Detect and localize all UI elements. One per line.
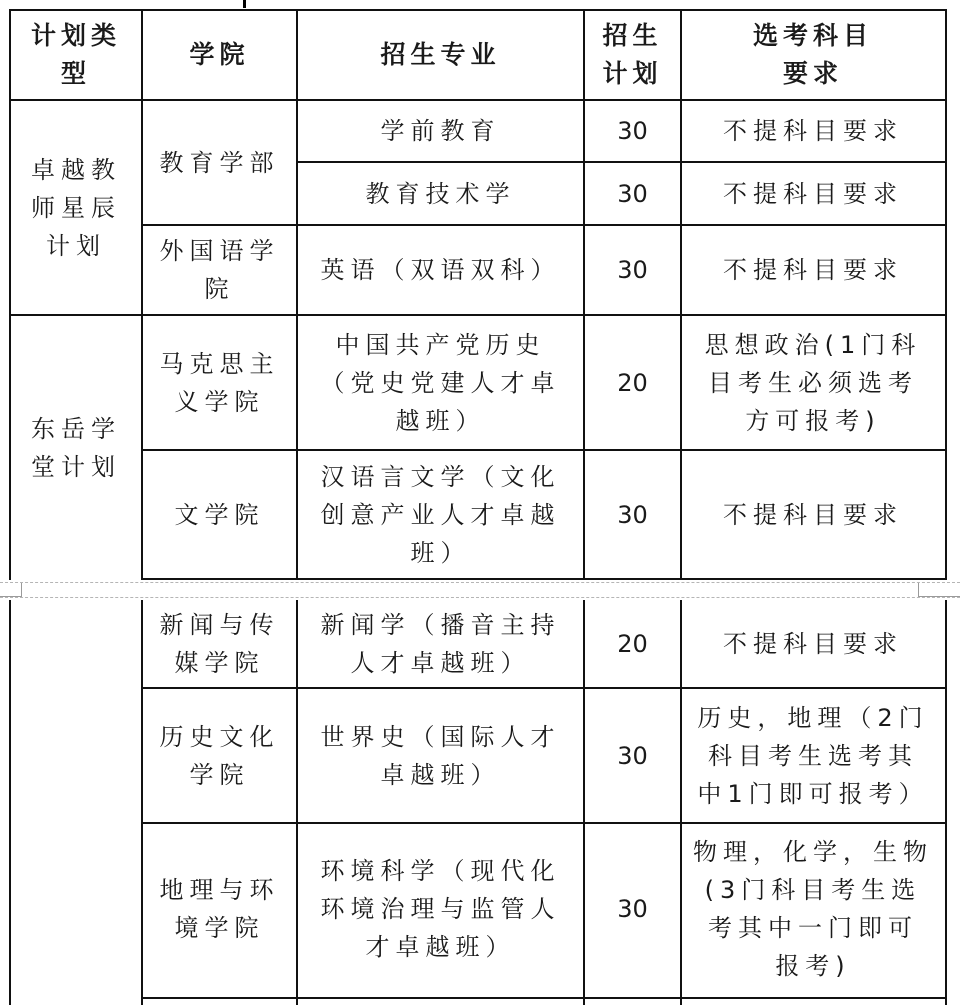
plan-type-line: 东岳学	[31, 414, 121, 443]
grid-line	[10, 9, 946, 11]
major-line: （党史党建人才卓	[320, 368, 561, 397]
college-line: 历史文化	[159, 722, 280, 751]
req-cell	[681, 688, 945, 823]
req-line: 报考)	[775, 952, 851, 980]
college-line: 媒学院	[174, 649, 265, 677]
header-plan-type-line: 型	[60, 59, 91, 88]
quota-value: 30	[617, 501, 648, 529]
grid-line	[297, 161, 946, 163]
grid-line	[9, 9, 11, 580]
page-corner-mark	[0, 583, 22, 597]
college-line: 学院	[189, 760, 250, 789]
plan-type-line: 卓越教	[31, 155, 121, 184]
req-line: 物理，化学，生物	[693, 838, 933, 866]
header-major	[297, 10, 584, 100]
quota-value: 20	[617, 368, 648, 397]
grid-line	[142, 224, 946, 226]
page-break-line	[0, 597, 960, 598]
college-cell	[142, 100, 297, 225]
grid-line	[10, 99, 946, 101]
college-line: 教育学部	[159, 148, 280, 177]
req-cell	[681, 450, 945, 580]
college-cell	[142, 688, 297, 823]
req-cell	[681, 100, 945, 162]
college-cell	[142, 823, 297, 995]
quota-cell	[584, 225, 681, 315]
req-line: 不提科目要求	[723, 630, 903, 658]
header-quota-line: 招生	[602, 21, 663, 50]
grid-line	[680, 9, 682, 580]
grid-line	[142, 997, 946, 999]
header-subject-req-line: 选考科目	[752, 21, 873, 50]
major-line: 中国共产党历史	[335, 330, 546, 359]
req-cell	[681, 225, 945, 315]
req-line: 中1门即可报考）	[697, 779, 929, 808]
header-quota-line: 计划	[602, 59, 663, 88]
quota-cell	[584, 688, 681, 823]
req-line: 不提科目要求	[723, 501, 903, 529]
quota-value: 30	[617, 179, 648, 208]
req-line: 不提科目要求	[723, 256, 903, 284]
page-break-line	[0, 582, 960, 583]
major-cell	[297, 162, 584, 225]
req-line: 考其中一门即可	[708, 914, 918, 942]
college-line: 新闻与传	[159, 611, 280, 639]
major-line: 人才卓越班）	[350, 649, 531, 677]
college-line: 文学院	[174, 501, 265, 529]
college-line: 义学院	[174, 387, 265, 416]
major-line: 才卓越班）	[365, 933, 516, 961]
req-cell	[681, 315, 945, 450]
grid-line	[142, 687, 946, 689]
college-cell	[142, 315, 297, 450]
major-line: 越班）	[395, 406, 486, 435]
major-line: 学前教育	[380, 117, 501, 145]
major-cell	[297, 450, 584, 580]
header-subject-req	[681, 10, 945, 100]
major-cell	[297, 600, 584, 688]
major-line: 环境治理与监管人	[320, 895, 561, 923]
req-cell	[681, 162, 945, 225]
req-line: 思想政治(1门科	[704, 330, 922, 359]
quota-value: 30	[617, 741, 648, 770]
quota-cell	[584, 100, 681, 162]
grid-line	[142, 449, 946, 451]
grid-line	[142, 822, 946, 824]
grid-line	[141, 9, 143, 580]
grid-line	[141, 600, 143, 1005]
quota-value: 30	[617, 256, 648, 284]
quota-value: 30	[617, 895, 648, 923]
college-line: 马克思主	[159, 349, 280, 378]
major-line: 创意产业人才卓越	[320, 501, 561, 529]
college-cell	[142, 450, 297, 580]
text-cursor	[243, 0, 246, 8]
quota-cell	[584, 315, 681, 450]
college-line: 境学院	[174, 914, 265, 942]
plan-type-cell	[10, 315, 142, 580]
major-line: 环境科学（现代化	[320, 857, 561, 885]
header-plan-type-line: 计划类	[30, 21, 121, 50]
college-cell	[142, 225, 297, 315]
major-cell	[297, 688, 584, 823]
major-line: 世界史（国际人才	[320, 722, 561, 751]
req-line: 历史，地理（2门	[697, 703, 929, 732]
quota-cell	[584, 162, 681, 225]
grid-line	[9, 600, 11, 1005]
req-cell	[681, 600, 945, 688]
grid-line	[583, 600, 585, 1005]
grid-line	[583, 9, 585, 580]
quota-cell	[584, 600, 681, 688]
plan-type-line: 堂计划	[31, 452, 121, 481]
plan-type-line: 计划	[46, 231, 106, 260]
grid-line	[296, 600, 298, 1005]
college-line: 院	[204, 275, 235, 303]
major-line: 卓越班）	[380, 760, 501, 789]
req-line: 不提科目要求	[723, 117, 903, 145]
req-line: (3门科目考生选	[704, 876, 922, 904]
quota-cell	[584, 823, 681, 995]
req-cell	[681, 823, 945, 995]
req-line: 不提科目要求	[723, 179, 903, 208]
college-line: 地理与环	[159, 876, 280, 904]
req-line: 目考生必须选考	[708, 368, 918, 397]
major-cell	[297, 823, 584, 995]
major-cell	[297, 100, 584, 162]
major-cell	[297, 225, 584, 315]
grid-line	[945, 600, 947, 1005]
req-line: 方可报考)	[745, 406, 881, 435]
college-line: 外国语学	[159, 237, 280, 265]
header-major-text: 招生专业	[380, 40, 501, 69]
plan-type-line: 师星辰	[31, 193, 121, 222]
grid-line	[680, 600, 682, 1005]
college-cell	[142, 600, 297, 688]
plan-type-cell	[10, 100, 142, 315]
major-cell	[297, 315, 584, 450]
grid-line	[10, 314, 946, 316]
header-quota	[584, 10, 681, 100]
major-line: 教育技术学	[365, 179, 516, 208]
quota-value: 20	[617, 630, 648, 658]
grid-line	[142, 578, 946, 580]
quota-cell	[584, 450, 681, 580]
grid-line	[296, 9, 298, 580]
major-line: 新闻学（播音主持	[320, 611, 561, 639]
page-corner-mark	[918, 583, 960, 597]
quota-value: 30	[617, 117, 648, 145]
grid-line	[945, 9, 947, 580]
req-line: 科目考生选考其	[708, 741, 918, 770]
major-line: 班）	[410, 539, 471, 567]
header-college	[142, 10, 297, 100]
major-line: 英语（双语双科）	[320, 256, 561, 284]
header-plan-type	[10, 10, 142, 100]
major-line: 汉语言文学（文化	[320, 463, 561, 491]
header-subject-req-line: 要求	[782, 59, 843, 88]
header-college-text: 学院	[189, 40, 250, 69]
